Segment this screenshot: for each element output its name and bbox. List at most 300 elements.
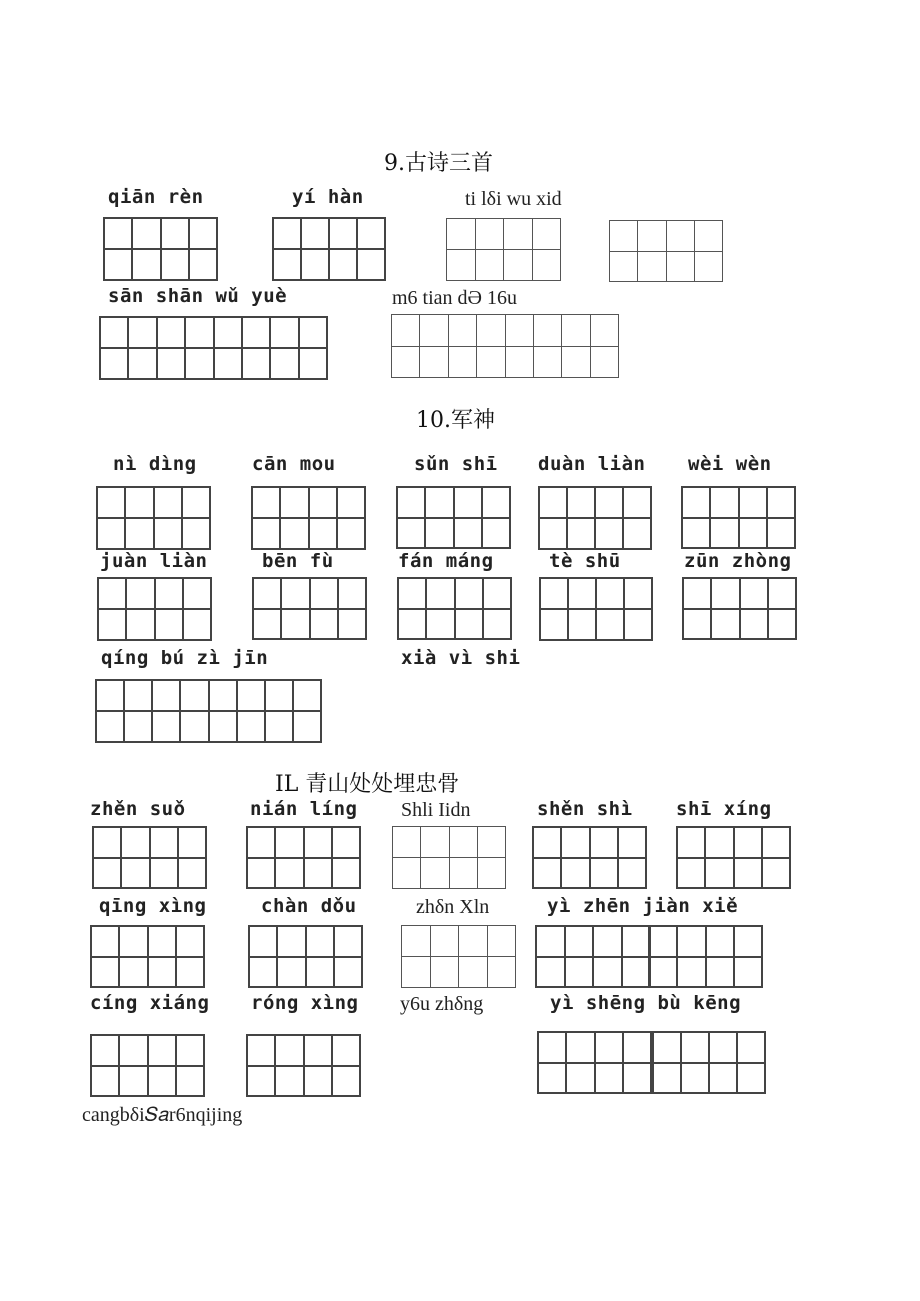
writing-grid[interactable]	[401, 925, 516, 988]
grid-cell[interactable]	[101, 349, 129, 380]
grid-cell[interactable]	[335, 958, 363, 989]
grid-cell[interactable]	[238, 681, 266, 712]
grid-cell[interactable]	[426, 519, 454, 550]
grid-cell[interactable]	[483, 519, 511, 550]
grid-cell[interactable]	[210, 681, 238, 712]
grid-cell[interactable]	[311, 579, 339, 610]
grid-cell[interactable]	[333, 1067, 361, 1098]
grid-cell[interactable]	[420, 315, 448, 347]
grid-cell[interactable]	[156, 579, 184, 610]
grid-cell[interactable]	[162, 219, 190, 250]
grid-cell[interactable]	[638, 221, 666, 252]
grid-cell[interactable]	[449, 315, 477, 347]
grid-cell[interactable]	[330, 219, 358, 250]
grid-cell[interactable]	[534, 859, 562, 890]
grid-cell[interactable]	[151, 828, 179, 859]
grid-cell[interactable]	[158, 318, 186, 349]
grid-cell[interactable]	[183, 488, 211, 519]
grid-cell[interactable]	[455, 519, 483, 550]
grid-cell[interactable]	[682, 1064, 710, 1095]
grid-cell[interactable]	[534, 828, 562, 859]
grid-cell[interactable]	[190, 219, 218, 250]
grid-cell[interactable]	[339, 579, 367, 610]
grid-cell[interactable]	[623, 927, 652, 958]
grid-cell[interactable]	[506, 347, 534, 379]
grid-cell[interactable]	[707, 927, 735, 958]
grid-cell[interactable]	[711, 488, 739, 519]
grid-cell[interactable]	[537, 927, 566, 958]
grid-cell[interactable]	[179, 828, 207, 859]
grid-cell[interactable]	[456, 610, 484, 641]
grid-cell[interactable]	[281, 519, 309, 550]
grid-cell[interactable]	[478, 827, 506, 858]
grid-cell[interactable]	[562, 347, 590, 379]
grid-cell[interactable]	[133, 219, 161, 250]
grid-cell[interactable]	[477, 347, 505, 379]
writing-grid[interactable]	[97, 577, 212, 641]
grid-cell[interactable]	[92, 1036, 120, 1067]
grid-cell[interactable]	[682, 1033, 710, 1064]
grid-cell[interactable]	[667, 252, 695, 283]
grid-cell[interactable]	[540, 488, 568, 519]
grid-cell[interactable]	[307, 958, 335, 989]
grid-cell[interactable]	[155, 488, 183, 519]
grid-cell[interactable]	[711, 519, 739, 550]
grid-cell[interactable]	[537, 958, 566, 989]
grid-cell[interactable]	[684, 579, 712, 610]
grid-cell[interactable]	[305, 1036, 333, 1067]
grid-cell[interactable]	[740, 519, 768, 550]
grid-cell[interactable]	[266, 681, 294, 712]
grid-cell[interactable]	[294, 712, 322, 743]
grid-cell[interactable]	[678, 927, 706, 958]
grid-cell[interactable]	[426, 488, 454, 519]
grid-cell[interactable]	[338, 519, 366, 550]
grid-cell[interactable]	[683, 519, 711, 550]
grid-cell[interactable]	[654, 1033, 682, 1064]
grid-cell[interactable]	[596, 1033, 624, 1064]
grid-cell[interactable]	[149, 927, 177, 958]
writing-grid[interactable]	[681, 486, 796, 549]
grid-cell[interactable]	[539, 1033, 567, 1064]
grid-cell[interactable]	[125, 681, 153, 712]
grid-cell[interactable]	[625, 610, 653, 641]
grid-cell[interactable]	[540, 519, 568, 550]
grid-cell[interactable]	[392, 315, 420, 347]
grid-cell[interactable]	[253, 519, 281, 550]
grid-cell[interactable]	[768, 519, 796, 550]
grid-cell[interactable]	[678, 859, 706, 890]
grid-cell[interactable]	[278, 958, 306, 989]
grid-cell[interactable]	[302, 219, 330, 250]
grid-cell[interactable]	[591, 315, 619, 347]
grid-cell[interactable]	[399, 610, 427, 641]
grid-cell[interactable]	[276, 1067, 304, 1098]
grid-cell[interactable]	[768, 488, 796, 519]
grid-cell[interactable]	[402, 926, 431, 957]
writing-grid[interactable]	[246, 826, 361, 889]
grid-cell[interactable]	[683, 488, 711, 519]
grid-cell[interactable]	[183, 519, 211, 550]
grid-cell[interactable]	[447, 219, 476, 250]
grid-cell[interactable]	[541, 579, 569, 610]
grid-cell[interactable]	[684, 610, 712, 641]
grid-cell[interactable]	[92, 1067, 120, 1098]
grid-cell[interactable]	[567, 1064, 595, 1095]
grid-cell[interactable]	[625, 579, 653, 610]
grid-cell[interactable]	[541, 610, 569, 641]
writing-grid[interactable]	[396, 486, 511, 549]
grid-cell[interactable]	[278, 927, 306, 958]
grid-cell[interactable]	[333, 1036, 361, 1067]
writing-grid[interactable]	[90, 1034, 205, 1097]
grid-cell[interactable]	[99, 579, 127, 610]
grid-cell[interactable]	[254, 610, 282, 641]
grid-cell[interactable]	[276, 859, 304, 890]
grid-cell[interactable]	[506, 315, 534, 347]
grid-cell[interactable]	[533, 219, 562, 250]
writing-grid[interactable]	[246, 1034, 361, 1097]
grid-cell[interactable]	[624, 1064, 652, 1095]
writing-grid[interactable]	[535, 925, 651, 988]
grid-cell[interactable]	[158, 349, 186, 380]
writing-grid[interactable]	[652, 1031, 766, 1094]
grid-cell[interactable]	[735, 958, 763, 989]
grid-cell[interactable]	[190, 250, 218, 281]
grid-cell[interactable]	[450, 827, 478, 858]
grid-cell[interactable]	[393, 858, 421, 889]
grid-cell[interactable]	[238, 712, 266, 743]
grid-cell[interactable]	[274, 250, 302, 281]
grid-cell[interactable]	[276, 1036, 304, 1067]
grid-cell[interactable]	[562, 828, 590, 859]
grid-cell[interactable]	[281, 488, 309, 519]
grid-cell[interactable]	[450, 858, 478, 889]
grid-cell[interactable]	[300, 349, 328, 380]
grid-cell[interactable]	[149, 958, 177, 989]
grid-cell[interactable]	[650, 958, 678, 989]
grid-cell[interactable]	[427, 579, 455, 610]
grid-cell[interactable]	[741, 579, 769, 610]
grid-cell[interactable]	[597, 579, 625, 610]
grid-cell[interactable]	[398, 519, 426, 550]
writing-grid[interactable]	[538, 486, 652, 550]
grid-cell[interactable]	[569, 610, 597, 641]
grid-cell[interactable]	[243, 349, 271, 380]
grid-cell[interactable]	[735, 859, 763, 890]
grid-cell[interactable]	[740, 488, 768, 519]
grid-cell[interactable]	[156, 610, 184, 641]
grid-cell[interactable]	[539, 1064, 567, 1095]
grid-cell[interactable]	[186, 318, 214, 349]
grid-cell[interactable]	[302, 250, 330, 281]
grid-cell[interactable]	[305, 1067, 333, 1098]
grid-cell[interactable]	[177, 958, 205, 989]
writing-grid[interactable]	[648, 925, 763, 988]
grid-cell[interactable]	[624, 1033, 652, 1064]
grid-cell[interactable]	[151, 859, 179, 890]
grid-cell[interactable]	[105, 219, 133, 250]
grid-cell[interactable]	[431, 926, 460, 957]
grid-cell[interactable]	[623, 958, 652, 989]
grid-cell[interactable]	[122, 859, 150, 890]
grid-cell[interactable]	[92, 958, 120, 989]
grid-cell[interactable]	[133, 250, 161, 281]
grid-cell[interactable]	[534, 315, 562, 347]
grid-cell[interactable]	[250, 958, 278, 989]
grid-cell[interactable]	[333, 859, 361, 890]
grid-cell[interactable]	[399, 579, 427, 610]
grid-cell[interactable]	[307, 927, 335, 958]
grid-cell[interactable]	[431, 957, 460, 988]
grid-cell[interactable]	[534, 347, 562, 379]
grid-cell[interactable]	[695, 252, 723, 283]
writing-grid[interactable]	[392, 826, 506, 889]
grid-cell[interactable]	[162, 250, 190, 281]
grid-cell[interactable]	[706, 828, 734, 859]
grid-cell[interactable]	[459, 926, 488, 957]
grid-cell[interactable]	[695, 221, 723, 252]
grid-cell[interactable]	[186, 349, 214, 380]
grid-cell[interactable]	[402, 957, 431, 988]
grid-cell[interactable]	[455, 488, 483, 519]
grid-cell[interactable]	[215, 318, 243, 349]
grid-cell[interactable]	[478, 858, 506, 889]
grid-cell[interactable]	[215, 349, 243, 380]
writing-grid[interactable]	[95, 679, 322, 743]
grid-cell[interactable]	[562, 859, 590, 890]
grid-cell[interactable]	[596, 519, 624, 550]
grid-cell[interactable]	[177, 1067, 205, 1098]
grid-cell[interactable]	[483, 488, 511, 519]
grid-cell[interactable]	[610, 252, 638, 283]
grid-cell[interactable]	[282, 579, 310, 610]
writing-grid[interactable]	[90, 925, 205, 988]
grid-cell[interactable]	[282, 610, 310, 641]
grid-cell[interactable]	[712, 579, 740, 610]
grid-cell[interactable]	[477, 315, 505, 347]
grid-cell[interactable]	[597, 610, 625, 641]
grid-cell[interactable]	[459, 957, 488, 988]
grid-cell[interactable]	[706, 859, 734, 890]
grid-cell[interactable]	[427, 610, 455, 641]
grid-cell[interactable]	[476, 219, 505, 250]
grid-cell[interactable]	[179, 859, 207, 890]
grid-cell[interactable]	[266, 712, 294, 743]
grid-cell[interactable]	[484, 579, 512, 610]
grid-cell[interactable]	[738, 1033, 766, 1064]
grid-cell[interactable]	[335, 927, 363, 958]
grid-cell[interactable]	[763, 859, 791, 890]
writing-grid[interactable]	[252, 577, 367, 640]
grid-cell[interactable]	[358, 250, 386, 281]
grid-cell[interactable]	[566, 958, 595, 989]
grid-cell[interactable]	[248, 828, 276, 859]
grid-cell[interactable]	[735, 927, 763, 958]
grid-cell[interactable]	[311, 610, 339, 641]
writing-grid[interactable]	[99, 316, 328, 380]
grid-cell[interactable]	[567, 1033, 595, 1064]
grid-cell[interactable]	[153, 681, 181, 712]
grid-cell[interactable]	[591, 859, 619, 890]
grid-cell[interactable]	[101, 318, 129, 349]
grid-cell[interactable]	[155, 519, 183, 550]
grid-cell[interactable]	[300, 318, 328, 349]
grid-cell[interactable]	[488, 926, 517, 957]
writing-grid[interactable]	[537, 1031, 652, 1094]
grid-cell[interactable]	[566, 927, 595, 958]
grid-cell[interactable]	[125, 712, 153, 743]
grid-cell[interactable]	[94, 828, 122, 859]
grid-cell[interactable]	[250, 927, 278, 958]
grid-cell[interactable]	[619, 859, 647, 890]
grid-cell[interactable]	[181, 681, 209, 712]
grid-cell[interactable]	[126, 488, 154, 519]
grid-cell[interactable]	[105, 250, 133, 281]
grid-cell[interactable]	[333, 828, 361, 859]
grid-cell[interactable]	[305, 859, 333, 890]
grid-cell[interactable]	[97, 712, 125, 743]
grid-cell[interactable]	[610, 221, 638, 252]
grid-cell[interactable]	[562, 315, 590, 347]
grid-cell[interactable]	[533, 250, 562, 281]
grid-cell[interactable]	[769, 610, 797, 641]
grid-cell[interactable]	[568, 519, 596, 550]
grid-cell[interactable]	[393, 827, 421, 858]
grid-cell[interactable]	[248, 1036, 276, 1067]
grid-cell[interactable]	[650, 927, 678, 958]
grid-cell[interactable]	[99, 610, 127, 641]
grid-cell[interactable]	[678, 958, 706, 989]
grid-cell[interactable]	[305, 828, 333, 859]
grid-cell[interactable]	[276, 828, 304, 859]
grid-cell[interactable]	[248, 1067, 276, 1098]
grid-cell[interactable]	[294, 681, 322, 712]
grid-cell[interactable]	[127, 610, 155, 641]
grid-cell[interactable]	[153, 712, 181, 743]
writing-grid[interactable]	[103, 217, 218, 281]
grid-cell[interactable]	[504, 250, 533, 281]
grid-cell[interactable]	[149, 1036, 177, 1067]
grid-cell[interactable]	[624, 488, 652, 519]
grid-cell[interactable]	[447, 250, 476, 281]
grid-cell[interactable]	[638, 252, 666, 283]
grid-cell[interactable]	[624, 519, 652, 550]
grid-cell[interactable]	[92, 927, 120, 958]
grid-cell[interactable]	[339, 610, 367, 641]
grid-cell[interactable]	[271, 349, 299, 380]
grid-cell[interactable]	[120, 958, 148, 989]
grid-cell[interactable]	[253, 488, 281, 519]
writing-grid[interactable]	[446, 218, 561, 281]
grid-cell[interactable]	[310, 519, 338, 550]
grid-cell[interactable]	[177, 927, 205, 958]
grid-cell[interactable]	[710, 1033, 738, 1064]
grid-cell[interactable]	[120, 1067, 148, 1098]
grid-cell[interactable]	[712, 610, 740, 641]
grid-cell[interactable]	[488, 957, 517, 988]
grid-cell[interactable]	[129, 349, 157, 380]
grid-cell[interactable]	[591, 347, 619, 379]
writing-grid[interactable]	[96, 486, 211, 550]
grid-cell[interactable]	[594, 958, 623, 989]
grid-cell[interactable]	[594, 927, 623, 958]
writing-grid[interactable]	[609, 220, 723, 282]
grid-cell[interactable]	[667, 221, 695, 252]
grid-cell[interactable]	[127, 579, 155, 610]
writing-grid[interactable]	[251, 486, 366, 550]
grid-cell[interactable]	[97, 681, 125, 712]
grid-cell[interactable]	[619, 828, 647, 859]
writing-grid[interactable]	[391, 314, 619, 378]
grid-cell[interactable]	[420, 347, 448, 379]
grid-cell[interactable]	[476, 250, 505, 281]
grid-cell[interactable]	[126, 519, 154, 550]
grid-cell[interactable]	[338, 488, 366, 519]
grid-cell[interactable]	[177, 1036, 205, 1067]
grid-cell[interactable]	[449, 347, 477, 379]
grid-cell[interactable]	[738, 1064, 766, 1095]
grid-cell[interactable]	[707, 958, 735, 989]
grid-cell[interactable]	[184, 610, 212, 641]
grid-cell[interactable]	[129, 318, 157, 349]
grid-cell[interactable]	[421, 858, 449, 889]
grid-cell[interactable]	[98, 519, 126, 550]
grid-cell[interactable]	[504, 219, 533, 250]
grid-cell[interactable]	[248, 859, 276, 890]
writing-grid[interactable]	[676, 826, 791, 889]
writing-grid[interactable]	[682, 577, 797, 640]
writing-grid[interactable]	[272, 217, 386, 281]
grid-cell[interactable]	[398, 488, 426, 519]
grid-cell[interactable]	[710, 1064, 738, 1095]
grid-cell[interactable]	[358, 219, 386, 250]
grid-cell[interactable]	[330, 250, 358, 281]
grid-cell[interactable]	[98, 488, 126, 519]
grid-cell[interactable]	[120, 927, 148, 958]
grid-cell[interactable]	[94, 859, 122, 890]
grid-cell[interactable]	[181, 712, 209, 743]
writing-grid[interactable]	[92, 826, 207, 889]
grid-cell[interactable]	[210, 712, 238, 743]
grid-cell[interactable]	[568, 488, 596, 519]
grid-cell[interactable]	[769, 579, 797, 610]
writing-grid[interactable]	[539, 577, 653, 641]
grid-cell[interactable]	[120, 1036, 148, 1067]
grid-cell[interactable]	[149, 1067, 177, 1098]
writing-grid[interactable]	[532, 826, 647, 889]
grid-cell[interactable]	[741, 610, 769, 641]
grid-cell[interactable]	[569, 579, 597, 610]
grid-cell[interactable]	[596, 1064, 624, 1095]
grid-cell[interactable]	[274, 219, 302, 250]
grid-cell[interactable]	[596, 488, 624, 519]
grid-cell[interactable]	[310, 488, 338, 519]
grid-cell[interactable]	[735, 828, 763, 859]
grid-cell[interactable]	[654, 1064, 682, 1095]
grid-cell[interactable]	[271, 318, 299, 349]
grid-cell[interactable]	[591, 828, 619, 859]
grid-cell[interactable]	[392, 347, 420, 379]
grid-cell[interactable]	[484, 610, 512, 641]
writing-grid[interactable]	[248, 925, 363, 988]
grid-cell[interactable]	[421, 827, 449, 858]
writing-grid[interactable]	[397, 577, 512, 640]
grid-cell[interactable]	[254, 579, 282, 610]
grid-cell[interactable]	[678, 828, 706, 859]
grid-cell[interactable]	[184, 579, 212, 610]
grid-cell[interactable]	[122, 828, 150, 859]
